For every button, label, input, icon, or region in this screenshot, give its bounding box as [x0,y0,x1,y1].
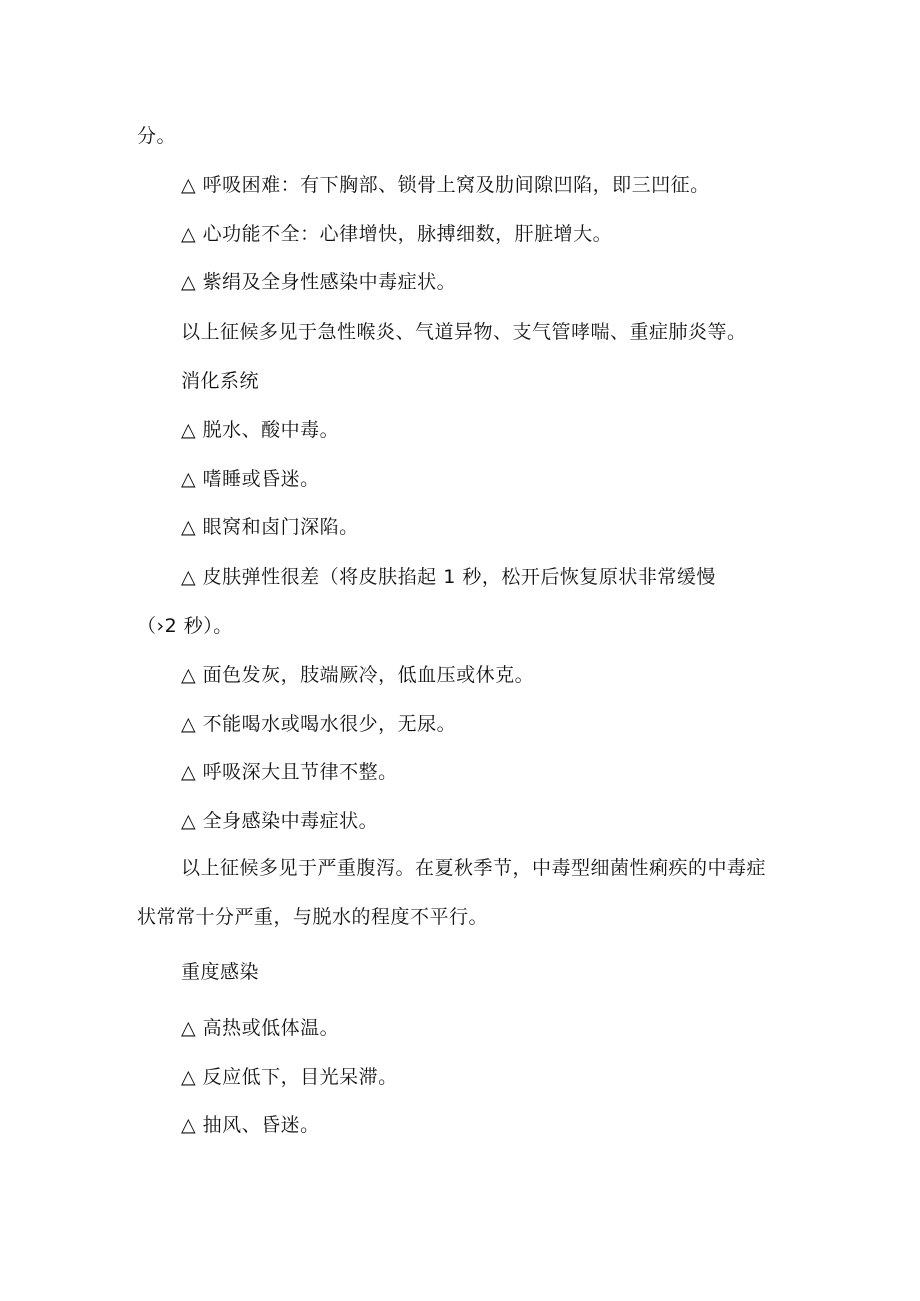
text-line: △ 眼窝和卤门深陷。 [181,516,359,538]
text-line: △ 抽风、昏迷。 [181,1114,320,1136]
text-line: 以上征候多见于急性喉炎、气道异物、支气管哮喘、重症肺炎等。 [181,321,747,343]
section-heading: 消化系统 [181,370,260,392]
text-line: 以上征候多见于严重腹泻。在夏秋季节，中毒型细菌性痢疾的中毒症 [181,857,767,879]
text-line: △ 呼吸困难：有下胸部、锁骨上窝及肋间隙凹陷，即三凹征。 [181,174,710,196]
text-line: △ 紫绢及全身性感染中毒症状。 [181,271,457,293]
text-line: △ 不能喝水或喝水很少，无尿。 [181,713,457,735]
text-line: （›2 秒）。 [137,615,233,637]
text-line: 状常常十分严重，与脱水的程度不平行。 [137,906,489,928]
text-line: 分。 [137,125,177,147]
text-line: △ 嗜睡或昏迷。 [181,468,320,490]
text-line: △ 面色发灰，肢端厥冷，低血压或休克。 [181,664,535,686]
text-line: △ 高热或低体温。 [181,1017,340,1039]
text-line: △ 皮肤弹性很差（将皮肤掐起 1 秒，松开后恢复原状非常缓慢 [181,566,716,588]
text-line: △ 反应低下，目光呆滞。 [181,1066,398,1088]
text-line: △ 呼吸深大且节律不整。 [181,761,398,783]
text-line: △ 心功能不全：心律增快，脉搏细数，肝脏增大。 [181,223,613,245]
text-line: △ 全身感染中毒症状。 [181,810,379,832]
section-heading: 重度感染 [181,961,260,983]
text-line: △ 脱水、酸中毒。 [181,419,340,441]
